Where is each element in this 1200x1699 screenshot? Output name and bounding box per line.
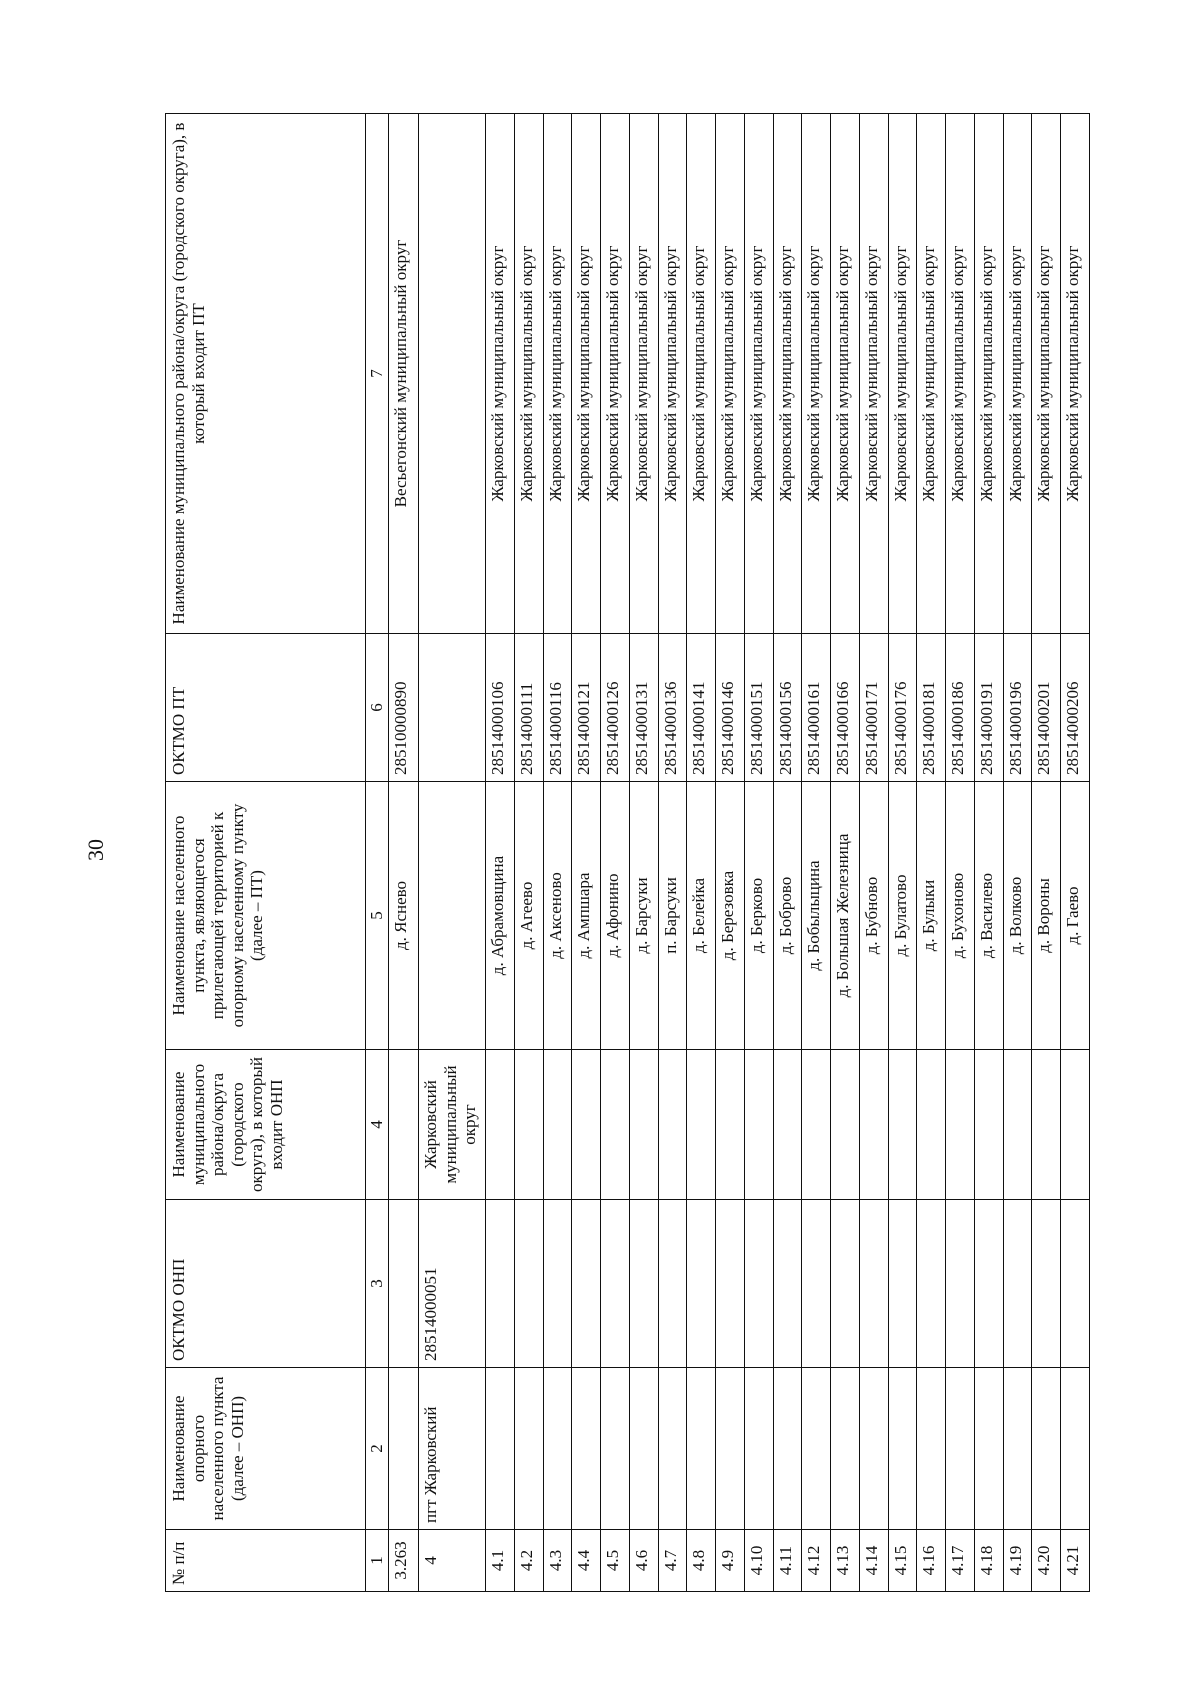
table-cell: 4.2 [514,1530,543,1592]
table-cell: Жарковский муниципальный округ [917,114,946,634]
table-cell: д. Булатово [888,782,917,1050]
table-row [744,114,773,1592]
table-cell [419,634,486,782]
table-cell [1032,1050,1061,1200]
table-row [1003,114,1032,1592]
table-cell [543,1050,572,1200]
table-cell: д. Барсуки [629,782,658,1050]
table-cell [419,114,486,634]
table-cell: 4.10 [744,1530,773,1592]
table-cell: д. Бобылыцина [802,782,831,1050]
table-cell: Жарковский муниципальный округ [514,114,543,634]
table-cell: пгт Жарковский [419,1368,486,1530]
column-number: 7 [366,114,389,634]
table-cell: 28514000186 [946,634,975,782]
table-cell: д. Аксеново [543,782,572,1050]
table-row [831,114,860,1592]
table-cell: 28514000131 [629,634,658,782]
table-cell: 4.16 [917,1530,946,1592]
table-cell [486,1368,515,1530]
table-cell: 4.11 [773,1530,802,1592]
table-row [946,114,975,1592]
table-cell: Жарковский муниципальный округ [629,114,658,634]
table-row [917,114,946,1592]
table-cell [572,1200,601,1368]
table-cell: д. Белейка [687,782,716,1050]
table-row [888,114,917,1592]
table-cell: 28514000116 [543,634,572,782]
table-cell: д. Боброво [773,782,802,1050]
table-cell: Жарковский муниципальный округ [974,114,1003,634]
table-cell [543,1368,572,1530]
table-cell [687,1200,716,1368]
table-cell [629,1368,658,1530]
header-cell: № п/п [166,1530,366,1592]
table-cell [946,1050,975,1200]
table-cell: 4.17 [946,1530,975,1592]
table-cell [486,1050,515,1200]
table-cell [888,1368,917,1530]
table-cell: д. Василево [974,782,1003,1050]
table-cell [917,1050,946,1200]
table-cell: д. Гаево [1061,782,1090,1050]
table-cell [773,1050,802,1200]
table-cell: 28514000111 [514,634,543,782]
column-number: 1 [366,1530,389,1592]
table-cell [888,1050,917,1200]
table-cell [917,1200,946,1368]
table-cell: д. Вороны [1032,782,1061,1050]
table-cell [716,1368,745,1530]
table-cell: д. Бухоново [946,782,975,1050]
table-cell [658,1050,687,1200]
table-cell: 4.12 [802,1530,831,1592]
table-cell [601,1368,630,1530]
table-cell [1003,1200,1032,1368]
table-cell: 28514000051 [419,1200,486,1368]
table-cell: 4.14 [859,1530,888,1592]
table-row [543,114,572,1592]
table-cell [744,1368,773,1530]
table-cell: Жарковский муниципальный округ [543,114,572,634]
table-cell [514,1368,543,1530]
table-cell [946,1200,975,1368]
table-cell: д. Березовка [716,782,745,1050]
table-cell [859,1050,888,1200]
table-row [859,114,888,1592]
table-cell [658,1200,687,1368]
table-cell: Жарковский муниципальный округ [658,114,687,634]
table-cell [388,1200,419,1368]
header-cell: ОКТМО ОНП [166,1200,366,1368]
table-cell [974,1368,1003,1530]
column-number: 6 [366,634,389,782]
table-cell: 4.1 [486,1530,515,1592]
table-cell: 28510000890 [388,634,419,782]
table-cell: Жарковский муниципальный округ [601,114,630,634]
table-cell [388,1050,419,1200]
table-row [1061,114,1090,1592]
table-cell: д. Булыки [917,782,946,1050]
table-cell: 4.21 [1061,1530,1090,1592]
table-cell: 4.13 [831,1530,860,1592]
table-cell: 4.8 [687,1530,716,1592]
table-cell: 28514000161 [802,634,831,782]
header-cell: Наименование муниципального района/округа (городского округа), в который входит ПТ [166,114,366,634]
table-row [419,114,486,1592]
table-cell [419,782,486,1050]
table-cell [601,1050,630,1200]
table-cell: 28514000106 [486,634,515,782]
table-cell: 28514000206 [1061,634,1090,782]
table-row [572,114,601,1592]
table-cell: 4.4 [572,1530,601,1592]
table-cell [716,1200,745,1368]
table-cell: д. Афонино [601,782,630,1050]
table-cell [744,1050,773,1200]
table-cell: Жарковский муниципальный округ [419,1050,486,1200]
table-cell: 28514000141 [687,634,716,782]
table-cell: д. Агеево [514,782,543,1050]
table-cell: д. Абрамовщина [486,782,515,1050]
table-cell: Жарковский муниципальный округ [859,114,888,634]
table-cell: 4.15 [888,1530,917,1592]
table-cell: 28514000196 [1003,634,1032,782]
table-cell: 4.5 [601,1530,630,1592]
table-cell: 4.18 [974,1530,1003,1592]
table-cell: 4.19 [1003,1530,1032,1592]
table-cell: 3.263 [388,1530,419,1592]
table-cell: 28514000126 [601,634,630,782]
table-cell [773,1200,802,1368]
column-number: 5 [366,782,389,1050]
table-cell: Жарковский муниципальный округ [716,114,745,634]
table-cell [802,1200,831,1368]
table-row [974,114,1003,1592]
table-cell [687,1050,716,1200]
table-cell: Жарковский муниципальный округ [802,114,831,634]
table-cell [831,1368,860,1530]
table-cell [572,1368,601,1530]
table-cell [388,1368,419,1530]
table-body [388,114,1089,1592]
table-cell [629,1200,658,1368]
table-row [802,114,831,1592]
table-cell: Жарковский муниципальный округ [773,114,802,634]
table-cell [859,1368,888,1530]
column-number: 3 [366,1200,389,1368]
table-cell: 4.9 [716,1530,745,1592]
table-cell: Жарковский муниципальный округ [687,114,716,634]
page-number: 30 [83,839,108,861]
header-row [166,114,366,1592]
table-cell: Жарковский муниципальный округ [831,114,860,634]
table-cell [831,1050,860,1200]
table-cell: д. Волково [1003,782,1032,1050]
table-cell [744,1200,773,1368]
table-cell: 4.6 [629,1530,658,1592]
table-cell: 28514000151 [744,634,773,782]
table-cell: Жарковский муниципальный округ [1003,114,1032,634]
table-cell [946,1368,975,1530]
table-row [658,114,687,1592]
column-number-row [366,114,389,1592]
table-cell: 28514000191 [974,634,1003,782]
table-cell [773,1368,802,1530]
table-cell: Жарковский муниципальный округ [1061,114,1090,634]
table-cell: 28514000181 [917,634,946,782]
table-cell: Жарковский муниципальный округ [1032,114,1061,634]
table-cell [1061,1368,1090,1530]
table-row [773,114,802,1592]
table-row [388,114,419,1592]
table-row [486,114,515,1592]
table-cell [687,1368,716,1530]
table-cell [974,1200,1003,1368]
table-cell: 28514000146 [716,634,745,782]
table-cell [802,1050,831,1200]
table-cell: Жарковский муниципальный округ [572,114,601,634]
rotated-table-container [165,114,1090,1592]
table-cell [1032,1200,1061,1368]
table-cell: д. Большая Железница [831,782,860,1050]
column-number: 4 [366,1050,389,1200]
table-cell [831,1200,860,1368]
table-cell [716,1050,745,1200]
header-cell: ОКТМО ПТ [166,634,366,782]
table-cell: д. Ампшара [572,782,601,1050]
table-cell [1003,1368,1032,1530]
table-cell [543,1200,572,1368]
table-row [716,114,745,1592]
table-cell: Жарковский муниципальный округ [888,114,917,634]
settlements-table [165,113,1090,1592]
table-cell [1061,1050,1090,1200]
table-cell [974,1050,1003,1200]
table-cell: 4.20 [1032,1530,1061,1592]
header-cell: Наименование муниципального района/округа (городского округа), в который входит ОНП [166,1050,366,1200]
table-cell: д. Берково [744,782,773,1050]
table-cell: д. Яснево [388,782,419,1050]
table-cell: д. Бубново [859,782,888,1050]
table-cell: Жарковский муниципальный округ [946,114,975,634]
table-cell: 4.3 [543,1530,572,1592]
table-cell [514,1200,543,1368]
table-cell: п. Барсуки [658,782,687,1050]
table-cell [658,1368,687,1530]
table-row [514,114,543,1592]
table-cell: Весьегонский муниципальный округ [388,114,419,634]
table-cell [1032,1368,1061,1530]
table-cell: 28514000166 [831,634,860,782]
table-cell: 28514000121 [572,634,601,782]
table-cell: 4 [419,1530,486,1592]
table-cell [1061,1200,1090,1368]
table-cell: 28514000171 [859,634,888,782]
table-cell [859,1200,888,1368]
table-cell [917,1368,946,1530]
table-cell: Жарковский муниципальный округ [744,114,773,634]
table-cell: 28514000201 [1032,634,1061,782]
table-row [1032,114,1061,1592]
table-cell: 28514000156 [773,634,802,782]
table-row [687,114,716,1592]
table-cell: Жарковский муниципальный округ [486,114,515,634]
table-cell [514,1050,543,1200]
table-cell [802,1368,831,1530]
table-cell [629,1050,658,1200]
table-row [629,114,658,1592]
table-cell [572,1050,601,1200]
column-number: 2 [366,1368,389,1530]
table-cell: 28514000176 [888,634,917,782]
table-row [601,114,630,1592]
table-cell [1003,1050,1032,1200]
header-cell: Наименование населенного пункта, являющегося прилегающей территорией к опорному населенному пункту (далее – ПТ) [166,782,366,1050]
header-cell: Наименование опорного населенного пункта (далее – ОНП) [166,1368,366,1530]
table-cell: 4.7 [658,1530,687,1592]
table-cell [486,1200,515,1368]
table-cell [888,1200,917,1368]
table-cell: 28514000136 [658,634,687,782]
table-cell [601,1200,630,1368]
